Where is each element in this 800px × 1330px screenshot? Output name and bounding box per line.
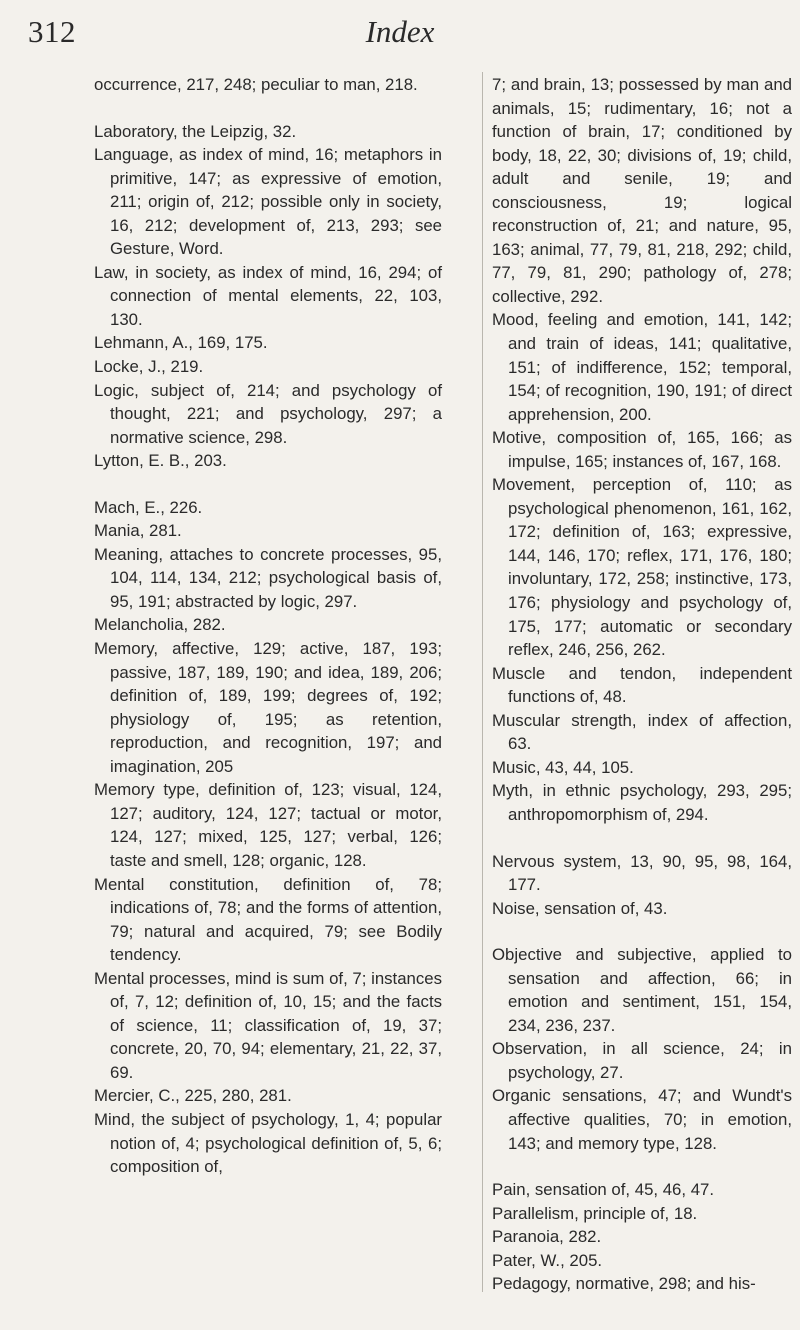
index-entry: Memory, affective, 129; active, 187, 193; passive, 187, 189, 190; and idea, 189, 206; definition of, 189, 199; degrees of, 192; physiology of, 195; as retention, reproduction, and recognition, 197; and imagination, 205 xyxy=(94,639,442,776)
index-entry: Parallelism, principle of, 18. xyxy=(492,1203,698,1223)
index-entry: Objective and subjective, applied to sensation and affection, 66; in emotion and sentiment, 151, 154, 234, 236, 237. xyxy=(492,945,792,1035)
index-entry: Paranoia, 282. xyxy=(492,1227,602,1247)
index-entry: Meaning, attaches to concrete processes, 95, 104, 114, 134, 212; psychological basis of, 95, 191; abstracted by logic, 297. xyxy=(94,544,442,611)
index-entry: Laboratory, the Leipzig, 32. xyxy=(94,121,297,141)
index-entry: Mental constitution, definition of, 78; indications of, 78; and the forms of attention, 79; natural and acquired, 79; see Bodily tendency. xyxy=(94,874,442,965)
column-divider xyxy=(482,72,483,1292)
index-entry: Lytton, E. B., 203. xyxy=(94,451,227,471)
index-entry: Motive, composition of, 165, 166; as impulse, 165; instances of, 167, 168. xyxy=(492,428,792,471)
index-entry: Pater, W., 205. xyxy=(492,1250,603,1270)
index-entry: Noise, sensation of, 43. xyxy=(492,898,668,918)
page-number: 312 xyxy=(28,14,76,49)
index-entry-continued: 7; and brain, 13; possessed by man and animals, 15; rudimentary, 16; not a function of brain, 17; conditioned by body, 18, 22, 30; divisions of, 19; child, adult and senile, 19; and consciousness, 19; logical reconstruction of, 21; and nature, 95, 163; animal, 77, 79, 81, 218, 292; child, 77, 79, 81, 290; pathology of, 278; collective, 292. xyxy=(492,75,792,306)
index-column-left xyxy=(94,73,442,1179)
index-entry: Pain, sensation of, 45, 46, 47. xyxy=(492,1180,715,1200)
index-entry: Myth, in ethnic psychology, 293, 295; anthropomorphism of, 294. xyxy=(492,781,792,824)
index-entry: occurrence, 217, 248; peculiar to man, 218. xyxy=(94,75,418,94)
index-column-right xyxy=(492,73,792,1296)
index-entry: Mach, E., 226. xyxy=(94,497,203,517)
index-entry: Mental processes, mind is sum of, 7; instances of, 7, 12; definition of, 10, 15; and the facts of science, 11; classification of, 19, 37; concrete, 20, 70, 94; elementary, 21, 22, 37, 69. xyxy=(94,968,442,1082)
index-entry: Mood, feeling and emotion, 141, 142; and train of ideas, 141; qualitative, 151; of indifference, 152; temporal, 154; of recognition, 190, 191; of direct apprehension, 200. xyxy=(492,310,792,424)
index-entry: Muscle and tendon, independent functions of, 48. xyxy=(492,663,792,707)
index-entry: Lehmann, A., 169, 175. xyxy=(94,333,268,353)
index-entry: Pedagogy, normative, 298; and his- xyxy=(492,1274,756,1294)
index-entry: Organic sensations, 47; and Wundt's affective qualities, 70; in emotion, 143; and memory type, 128. xyxy=(492,1086,792,1153)
index-entry: Mercier, C., 225, 280, 281. xyxy=(94,1086,292,1106)
index-entry: Music, 43, 44, 105. xyxy=(492,757,634,777)
index-entry: Melancholia, 282. xyxy=(94,615,226,635)
index-entry: Logic, subject of, 214; and psychology of thought, 221; and psychology, 297; a normative science, 298. xyxy=(94,380,442,447)
index-entry: Muscular strength, index of affection, 63. xyxy=(492,710,792,754)
index-entry: Movement, perception of, 110; as psychological phenomenon, 161, 162, 172; definition of, 163; expressive, 144, 146, 170; reflex, 171, 176, 180; involuntary, 172, 258; instinctive, 173, 176; physiology and psychology of, 175, 177; automatic or secondary reflex, 246, 256, 262. xyxy=(492,475,792,660)
index-entry: Observation, in all science, 24; in psychology, 27. xyxy=(492,1039,792,1082)
page-header xyxy=(0,14,800,54)
index-entry: Memory type, definition of, 123; visual, 124, 127; auditory, 124, 127; tactual or motor, 124, 127; mixed, 125, 127; verbal, 126; taste and smell, 128; organic, 128. xyxy=(94,780,442,870)
running-title: Index xyxy=(365,14,435,49)
index-entry: Mania, 281. xyxy=(94,521,182,541)
index-entry: Law, in society, as index of mind, 16, 294; of connection of mental elements, 22, 103, 130. xyxy=(94,262,442,329)
index-entry: Mind, the subject of psychology, 1, 4; popular notion of, 4; psychological definition of, 5, 6; composition of, xyxy=(94,1109,442,1177)
index-entry: Nervous system, 13, 90, 95, 98, 164, 177. xyxy=(492,851,792,895)
index-entry: Locke, J., 219. xyxy=(94,357,204,377)
index-entry: Language, as index of mind, 16; metaphors in primitive, 147; as expressive of emotion, 211; origin of, 212; possible only in society, 16, 212; development of, 213, 293; see Gesture, Word. xyxy=(94,145,442,259)
